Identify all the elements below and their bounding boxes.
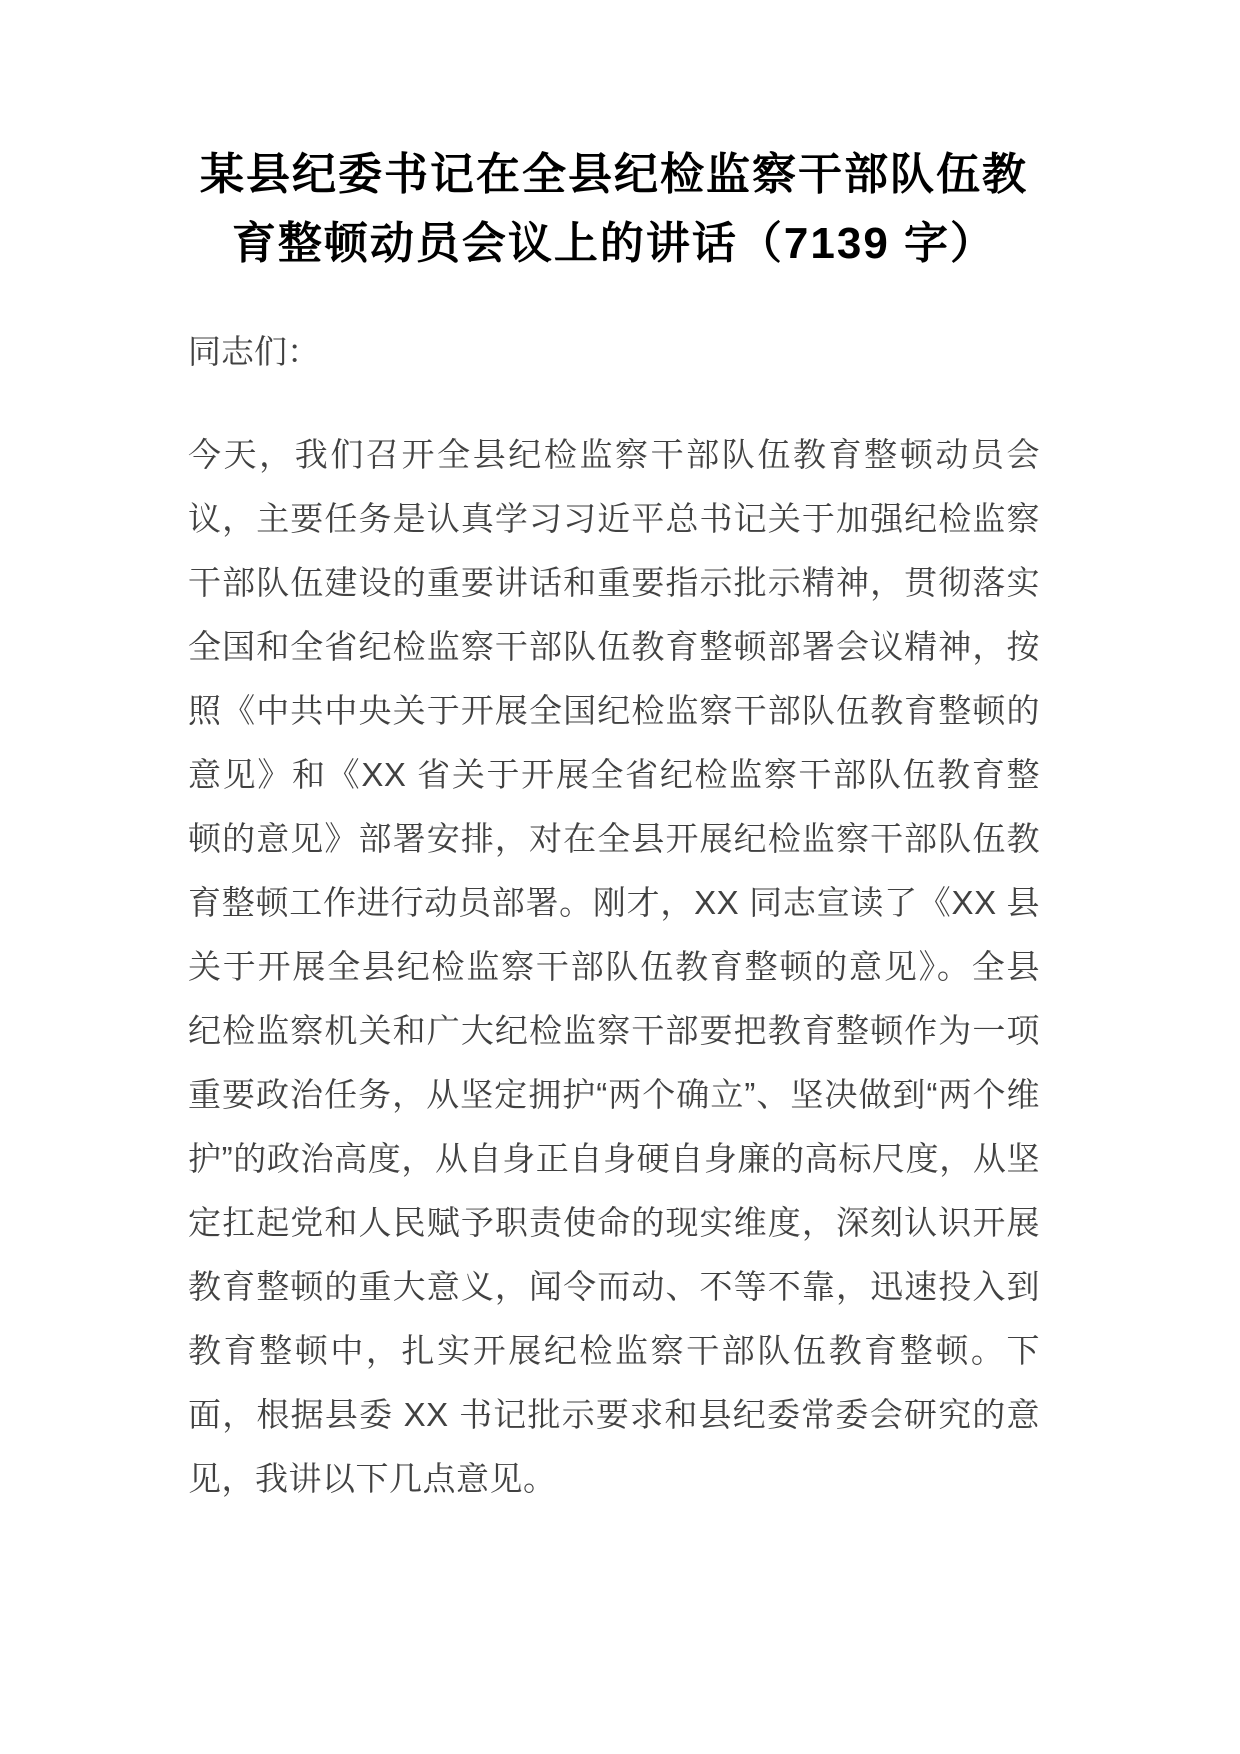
salutation-line: 同志们： [188,333,320,370]
body-paragraph: 今天，我们召开全县纪检监察干部队伍教育整顿动员会议，主要任务是认真学习习近平总书记关于加强纪检监察干部队伍建设的重要讲话和重要指示批示精神，贯彻落实全国和全省纪检监察干部队伍教育整顿部署会议精神，按照《中共中央关于开展全国纪检监察干部队伍教育整顿的意见》和《XX 省关于开展全省纪检监察干部队伍教育整顿的意见》部署安排，对在全县开展纪检监察干部队伍教育整顿工作进行动员部署。刚才，XX 同志宣读了《XX 县关于开展全县纪检监察干部队伍教育整顿的意见》。全县纪检监察机关和广大纪检监察干部要把教育整顿作为一项重要政治任务，从坚定拥护“两个确立”、坚决做到“两个维护”的政治高度，从自身正自身硬自身廉的高标尺度，从坚定扛起党和人民赋予职责使命的现实维度，深刻认识开展教育整顿的重大意义，闻令而动、不等不靠，迅速投入到教育整顿中，扎实开展纪检监察干部队伍教育整顿。下面，根据县委 XX 书记批示要求和县纪委常委会研究的意见，我讲以下几点意见。 [188,436,1040,1497]
document-title: 某县纪委书记在全县纪检监察干部队伍教育整顿动员会议上的讲话（7139 字） [200,150,1028,268]
